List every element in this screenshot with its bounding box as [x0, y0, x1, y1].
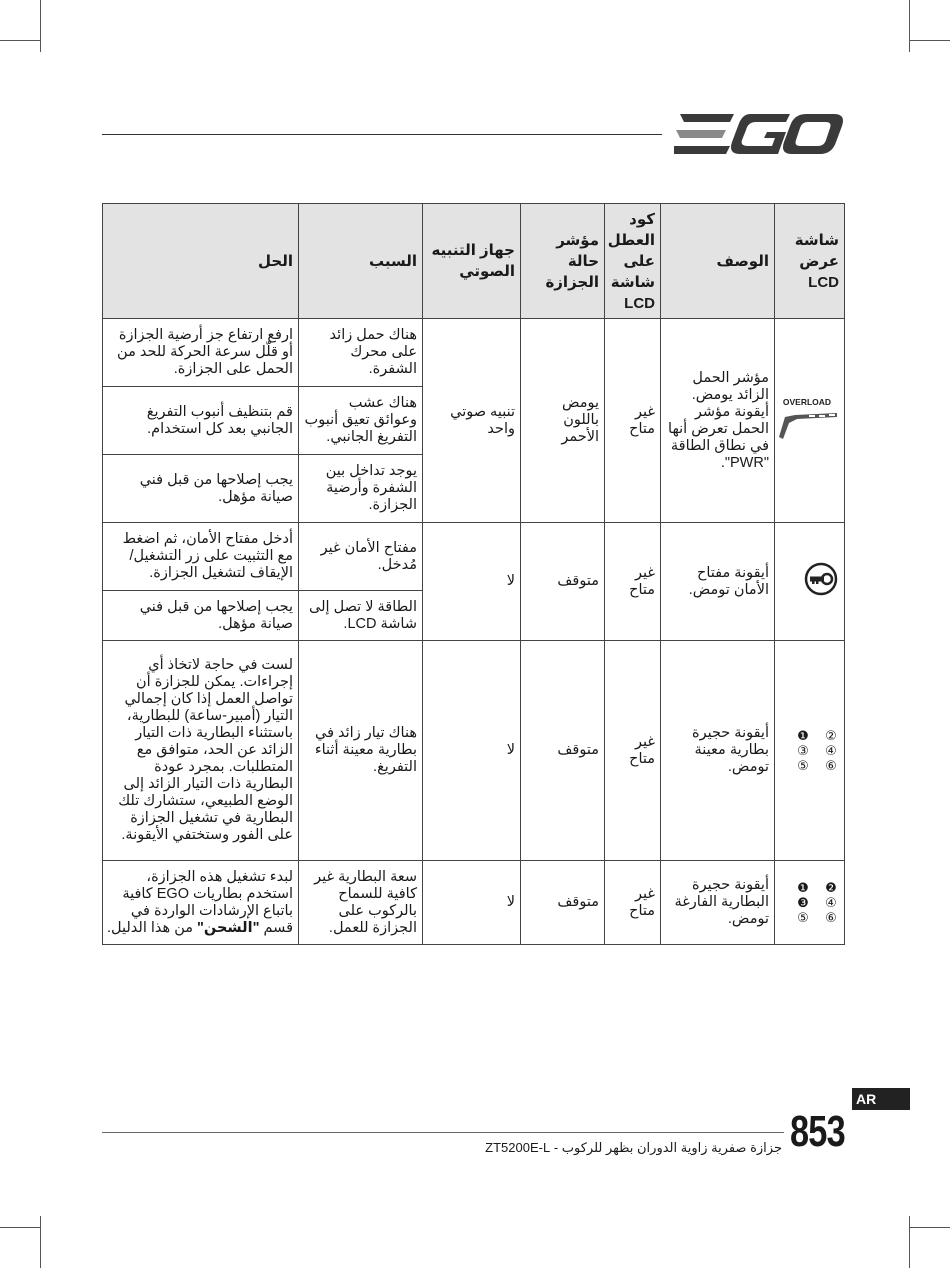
overload-solution-2: قم بتنظيف أنبوب التفريغ الجانبي بعد كل استخدام. [103, 387, 299, 455]
crop-mark [40, 1216, 41, 1268]
battery-overcurrent-buzzer: لا [423, 641, 521, 861]
crop-mark [909, 1216, 910, 1268]
battery-empty-buzzer: لا [423, 861, 521, 945]
header-description: الوصف [661, 204, 775, 319]
header-rule [102, 134, 662, 135]
safety-key-error-code: غير متاح [605, 523, 661, 641]
battery-slot-4-icon: ④ [825, 743, 837, 758]
safety-key-display-cell [775, 523, 845, 641]
battery-slot-6-icon: ⑥ [825, 758, 837, 773]
safety-key-description: أيقونة مفتاح الأمان تومض. [661, 523, 775, 641]
safety-key-icon [803, 561, 839, 597]
battery-slot-grid [795, 881, 839, 925]
header-solution: الحل [103, 204, 299, 319]
battery-overcurrent-display-cell [775, 641, 845, 861]
crop-mark [0, 1227, 40, 1228]
crop-mark [40, 0, 41, 52]
battery-slot-2-icon: ② [825, 728, 837, 743]
battery-slot-2-icon: ❷ [825, 880, 837, 895]
safety-key-buzzer: لا [423, 523, 521, 641]
overload-icon [775, 393, 839, 443]
battery-overcurrent-status: متوقف [521, 641, 605, 861]
safety-key-solution-1: أدخل مفتاح الأمان، ثم اضغط مع التثبيت على زر التشغيل/الإيقاف لتشغيل الجزازة. [103, 523, 299, 591]
charging-section-ref: "الشحن" [197, 919, 260, 936]
header-buzzer: جهاز التنبيه الصوتي [423, 204, 521, 319]
solution-text: من هذا الدليل. [106, 919, 198, 936]
battery-overcurrent-solution: لست في حاجة لاتخاذ أي إجراءات. يمكن للجزازة أن تواصل العمل إذا كان إجمالي التيار (أمبير-ساعة) للبطارية، باستثناء البطارية ذات التيار الزائد عن الحد، متوافق مع المتطلبات. بمجرد عودة البطارية ذات التيار الزائد إلى الوضع الطبيعي، ستشارك تلك البطارية في تشغيل الجزازة على الفور وستختفي الأيقونة. [103, 641, 299, 861]
page-number: 853 [790, 1107, 845, 1156]
safety-key-cause-2: الطاقة لا تصل إلى شاشة LCD. [299, 591, 423, 641]
battery-slot-5-icon: ⑤ [797, 910, 809, 925]
overload-error-code: غير متاح [605, 319, 661, 523]
battery-empty-description: أيقونة حجيرة البطارية الفارغة تومض. [661, 861, 775, 945]
overload-cause-1: هناك حمل زائد على محرك الشفرة. [299, 319, 423, 387]
battery-overcurrent-error-code: غير متاح [605, 641, 661, 861]
language-tag: AR [852, 1088, 910, 1110]
header-status-indicator: مؤشر حالة الجزازة [521, 204, 605, 319]
overload-display-cell [775, 319, 845, 523]
overload-solution-1: ارفع ارتفاع جز أرضية الجزازة أو قلّل سرعة الحركة للحد من الحمل على الجزازة. [103, 319, 299, 387]
battery-slot-1-icon: ❶ [797, 728, 809, 743]
crop-mark [909, 0, 910, 52]
header-error-code: كود العطل على شاشة LCD [605, 204, 661, 319]
overload-description: مؤشر الحمل الزائد يومض. أيقونة مؤشر الحمل تعرض أنها في نطاق الطاقة "PWR". [661, 319, 775, 523]
overload-icon-label: OVERLOAD [782, 397, 832, 407]
header-cause: السبب [299, 204, 423, 319]
safety-key-cause-1: مفتاح الأمان غير مُدخل. [299, 523, 423, 591]
overload-cause-2: هناك عشب وعوائق تعيق أنبوب التفريغ الجانبي. [299, 387, 423, 455]
battery-empty-cause: سعة البطارية غير كافية للسماح بالركوب على الجزازة للعمل. [299, 861, 423, 945]
battery-empty-display-cell [775, 861, 845, 945]
troubleshooting-table [102, 203, 845, 945]
overload-solution-3: يجب إصلاحها من قبل فني صيانة مؤهل. [103, 455, 299, 523]
safety-key-status: متوقف [521, 523, 605, 641]
crop-mark [910, 1227, 950, 1228]
overload-status: يومض باللون الأحمر [521, 319, 605, 523]
overload-buzzer: تنبيه صوتي واحد [423, 319, 521, 523]
crop-mark [0, 40, 40, 41]
battery-slot-3-icon: ❸ [797, 895, 809, 910]
overload-cause-3: يوجد تداخل بين الشفرة وأرضية الجزازة. [299, 455, 423, 523]
battery-slot-4-icon: ④ [825, 895, 837, 910]
battery-empty-status: متوقف [521, 861, 605, 945]
crop-mark [910, 40, 950, 41]
battery-empty-solution [103, 861, 299, 945]
battery-empty-error-code: غير متاح [605, 861, 661, 945]
battery-slot-6-icon: ⑥ [825, 910, 837, 925]
safety-key-solution-2: يجب إصلاحها من قبل فني صيانة مؤهل. [103, 591, 299, 641]
ego-logo [672, 112, 844, 156]
solution-text: لبدء تشغيل هذه الجزازة، استخدم بطاريات EGO كافية باتباع الإرشادات الواردة في قسم [122, 868, 293, 936]
battery-overcurrent-cause: هناك تيار زائد في بطارية معينة أثناء التفريغ. [299, 641, 423, 861]
footer-rule [102, 1132, 784, 1133]
header-lcd-display: شاشة عرض LCD [775, 204, 845, 319]
battery-overcurrent-description: أيقونة حجيرة بطارية معينة تومض. [661, 641, 775, 861]
battery-slot-5-icon: ⑤ [797, 758, 809, 773]
battery-slot-grid [795, 729, 839, 773]
battery-slot-3-icon: ③ [797, 743, 809, 758]
battery-slot-1-icon: ❶ [797, 880, 809, 895]
footer-title: جزازة صفرية زاوية الدوران بظهر للركوب - ZT5200E-L [485, 1140, 782, 1155]
